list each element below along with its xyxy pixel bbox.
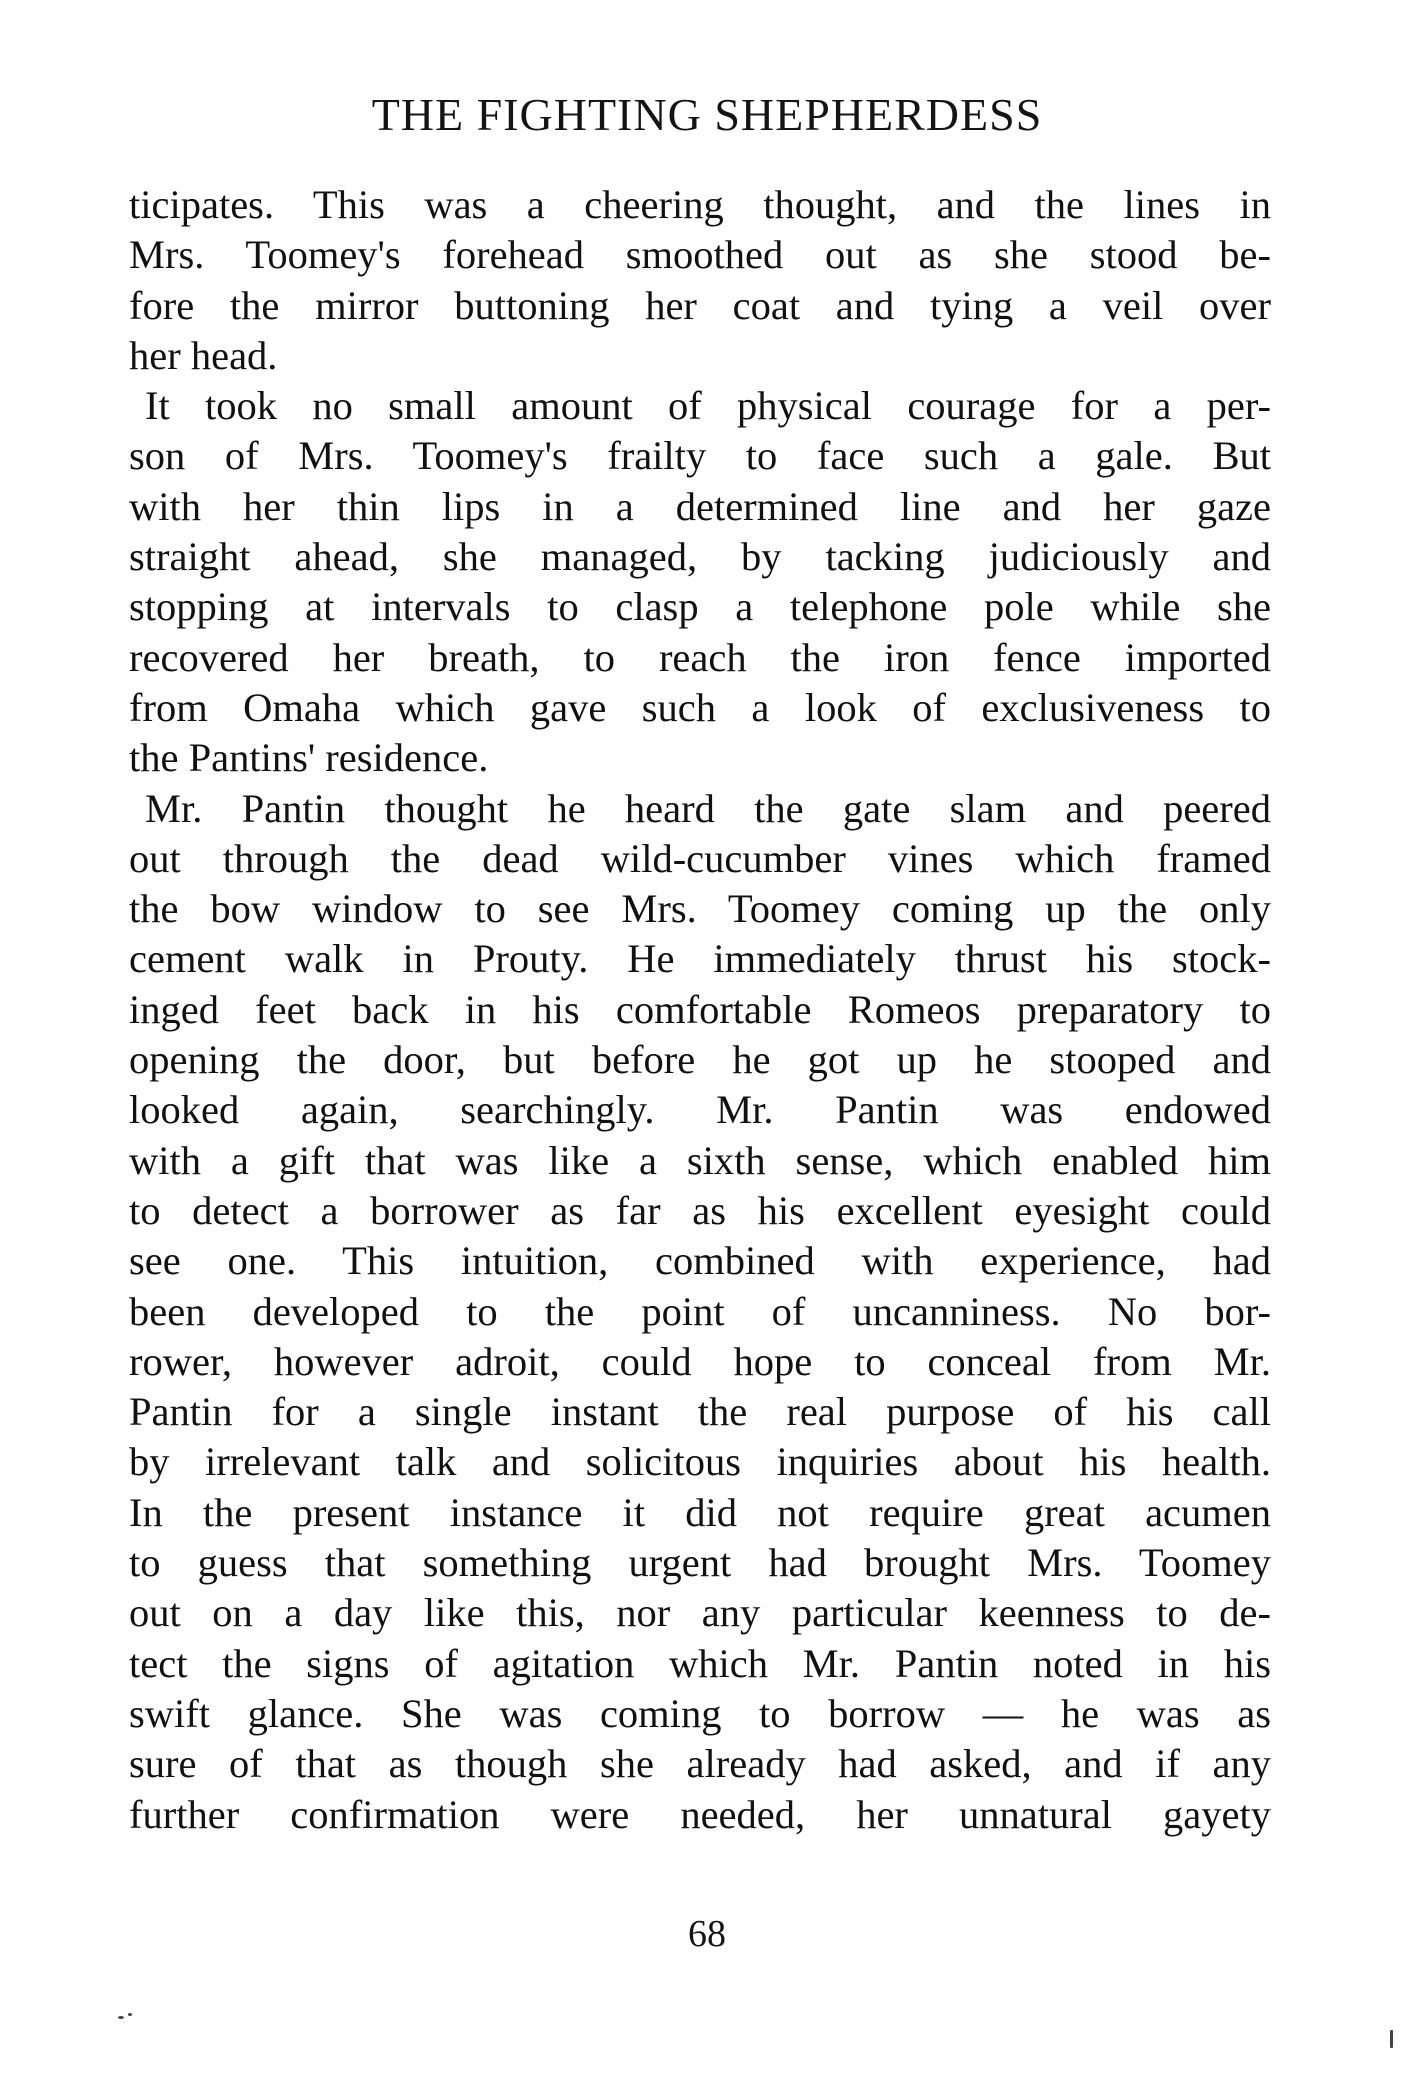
text-line: straight ahead, she managed, by tacking judiciously and bbox=[129, 534, 1271, 580]
text-line: swift glance. She was coming to borrow — he was as bbox=[129, 1690, 1271, 1736]
text-line: out through the dead wild-cucumber vines which framed bbox=[129, 835, 1271, 881]
text-line: stopping at intervals to clasp a telephone pole while she bbox=[129, 584, 1271, 630]
text-line: to guess that something urgent had brought Mrs. Toomey bbox=[129, 1540, 1271, 1586]
page-number: 68 bbox=[688, 1913, 726, 1955]
print-speck bbox=[118, 2016, 124, 2019]
text-line: Mr. Pantin thought he heard the gate slam and peered bbox=[145, 785, 1271, 831]
text-line: Mrs. Toomey's forehead smoothed out as she stood be- bbox=[129, 232, 1271, 278]
text-line: been developed to the point of uncanniness. No bor- bbox=[129, 1288, 1271, 1334]
text-line: the bow window to see Mrs. Toomey coming up the only bbox=[129, 886, 1271, 932]
text-line: son of Mrs. Toomey's frailty to face such a gale. But bbox=[129, 433, 1271, 479]
text-line: fore the mirror buttoning her coat and tying a veil over bbox=[129, 282, 1271, 328]
running-head: THE FIGHTING SHEPHERDESS bbox=[371, 89, 1043, 140]
text-line: her head. bbox=[129, 332, 278, 378]
text-line: see one. This intuition, combined with experience, had bbox=[129, 1238, 1271, 1284]
text-line: to detect a borrower as far as his excellent eyesight could bbox=[129, 1187, 1271, 1233]
text-line: Pantin for a single instant the real purpose of his call bbox=[129, 1389, 1271, 1435]
text-line: tect the signs of agitation which Mr. Pantin noted in his bbox=[129, 1640, 1271, 1686]
text-line: the Pantins' residence. bbox=[129, 735, 489, 781]
print-speck bbox=[128, 2013, 132, 2016]
print-speck bbox=[1390, 2030, 1393, 2048]
text-line: looked again, searchingly. Mr. Pantin was endowed bbox=[129, 1087, 1271, 1133]
text-line: recovered her breath, to reach the iron fence imported bbox=[129, 634, 1271, 680]
text-line: from Omaha which gave such a look of exclusiveness to bbox=[129, 684, 1271, 730]
text-line: In the present instance it did not require great acumen bbox=[129, 1489, 1271, 1535]
text-line: by irrelevant talk and solicitous inquiries about his health. bbox=[129, 1439, 1271, 1485]
text-line: with her thin lips in a determined line and her gaze bbox=[129, 483, 1271, 529]
text-line: inged feet back in his comfortable Romeos preparatory to bbox=[129, 986, 1271, 1032]
text-line: cement walk in Prouty. He immediately thrust his stock- bbox=[129, 936, 1271, 982]
text-line: out on a day like this, nor any particular keenness to de- bbox=[129, 1590, 1271, 1636]
text-line: with a gift that was like a sixth sense, which enabled him bbox=[129, 1137, 1271, 1183]
text-line: opening the door, but before he got up he stooped and bbox=[129, 1037, 1271, 1083]
text-line: rower, however adroit, could hope to conceal from Mr. bbox=[129, 1338, 1271, 1384]
body-text bbox=[129, 180, 1271, 1840]
text-line: sure of that as though she already had asked, and if any bbox=[129, 1741, 1271, 1787]
text-line: further confirmation were needed, her unnatural gayety bbox=[129, 1791, 1271, 1837]
paragraph bbox=[129, 381, 1271, 783]
paragraph bbox=[129, 180, 1271, 381]
text-line: It took no small amount of physical courage for a per- bbox=[145, 383, 1271, 429]
paragraph bbox=[129, 784, 1271, 1840]
text-line: ticipates. This was a cheering thought, and the lines in bbox=[129, 182, 1271, 227]
